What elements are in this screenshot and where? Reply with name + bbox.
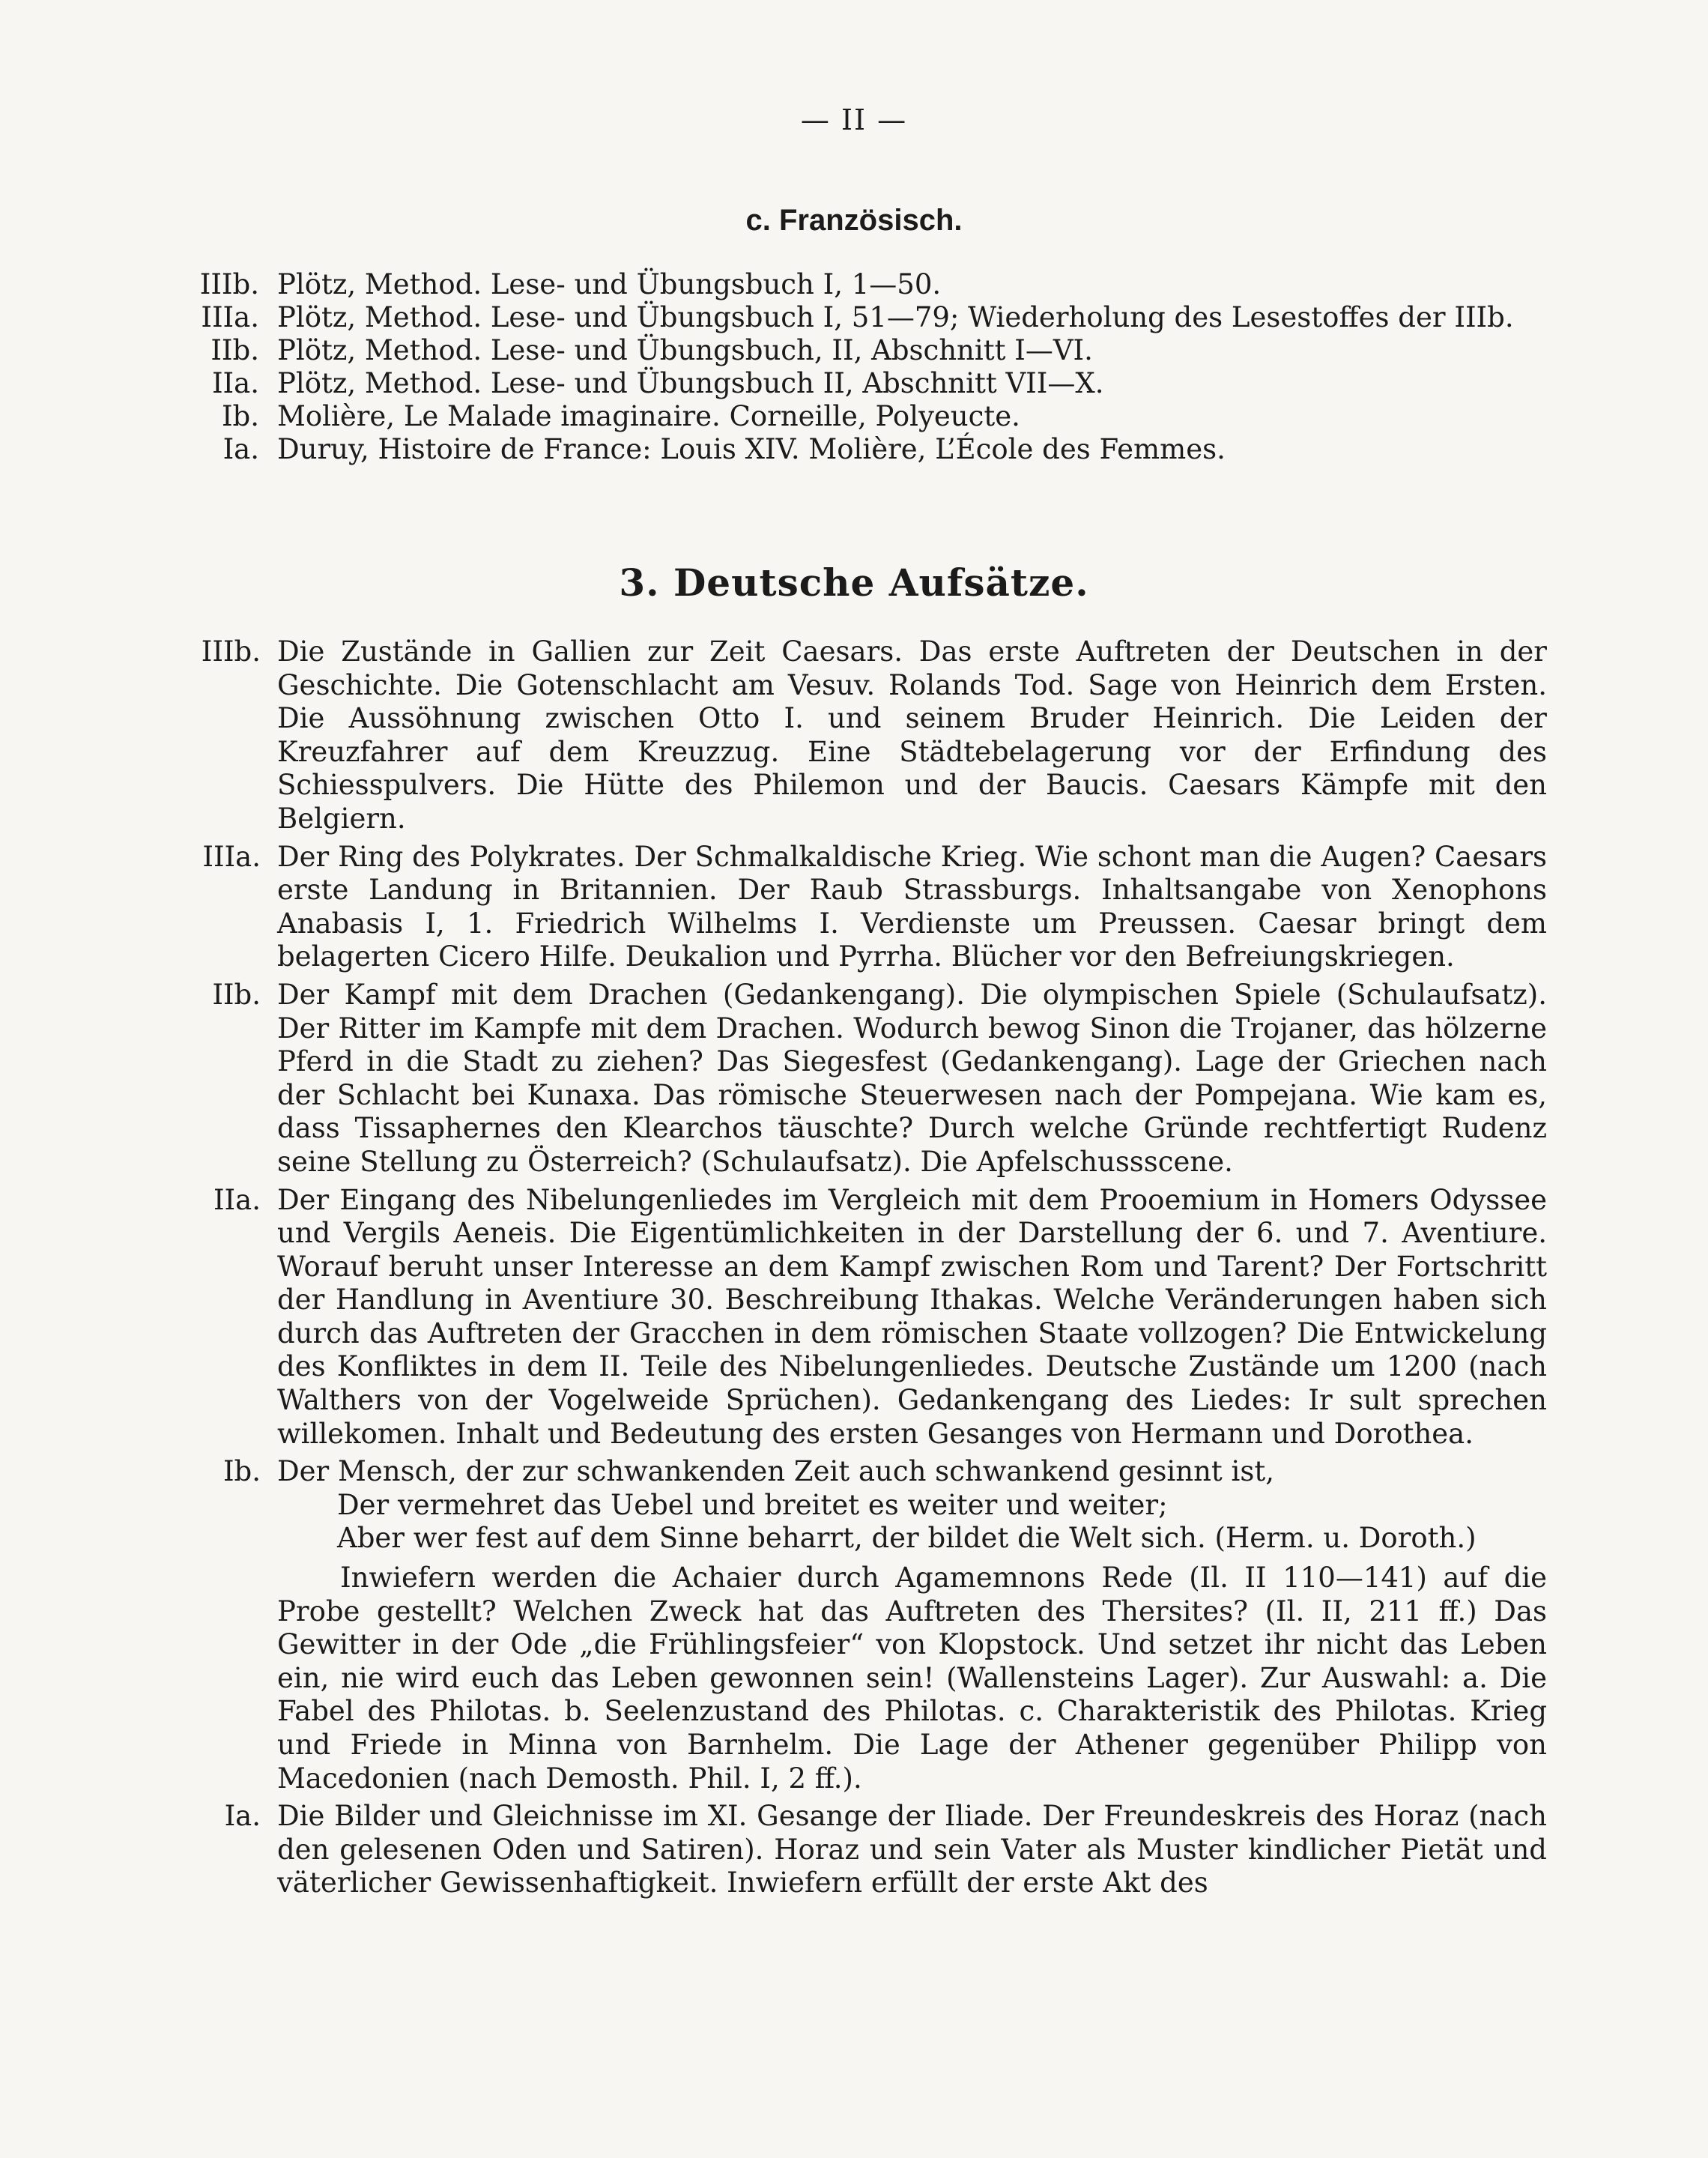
class-label: IIa. bbox=[213, 1183, 261, 1216]
motto-verse-line: Aber wer fest auf dem Sinne beharrt, der bildet die Welt sich. (Herm. u. Doroth.) bbox=[337, 1522, 1477, 1555]
class-label: IIIb. bbox=[201, 635, 261, 668]
list-item bbox=[169, 635, 1547, 836]
class-label: Ib. bbox=[222, 1455, 261, 1488]
list-item bbox=[169, 334, 1547, 367]
reading-text: Plötz, Method. Lese- und Übungsbuch I, 1—50. bbox=[277, 268, 942, 300]
essay-topics: Die Zustände in Gallien zur Zeit Caesars. Das erste Auftreten der Deutschen in der Geschichte. Die Gotenschlacht am Vesuv. Rolands Tod. Sage von Heinrich dem Ersten. Die Aussöhnung zwischen Otto I. und seinem Bruder Heinrich. Die Leiden der Kreuzfahrer auf dem Kreuzzug. Eine Städtebelagerung vor der Erfindung des Schiesspulvers. Die Hütte des Philemon und der Baucis. Caesars Kämpfe mit den Belgiern. bbox=[277, 635, 1547, 835]
reading-text: Plötz, Method. Lese- und Übungsbuch II, Abschnitt VII—X. bbox=[277, 367, 1104, 399]
motto-verse-line: Der vermehret das Uebel und breitet es weiter und weiter; bbox=[337, 1488, 1168, 1521]
reading-text: Plötz, Method. Lese- und Übungsbuch I, 51—79; Wiederholung des Lesestoffes der IIIb. bbox=[277, 301, 1514, 333]
class-label: Ia. bbox=[224, 1800, 261, 1833]
class-label: IIIa. bbox=[202, 840, 261, 873]
essay-topics: Der Eingang des Nibelungenliedes im Vergleich mit dem Prooemium in Homers Odyssee und Vergils Aeneis. Die Eigentümlichkeiten in der Darstellung der 6. und 7. Aventiure. Worauf beruht unser Interesse an dem Kampf zwischen Rom und Tarent? Der Fortschritt der Handlung in Aventiure 30. Beschreibung Ithakas. Welche Veränderungen haben sich durch das Auftreten der Gracchen in dem römischen Staate vollzogen? Die Entwickelung des Konfliktes in dem II. Teile des Nibelungenliedes. Deutsche Zustände um 1200 (nach Walthers von der Vogelweide Sprüchen). Gedankengang des Liedes: Ir sult sprechen willekomen. Inhalt und Bedeutung des ersten Gesanges von Hermann und Dorothea. bbox=[277, 1183, 1547, 1450]
list-item bbox=[169, 433, 1547, 466]
list-item bbox=[169, 1800, 1547, 1900]
class-label: Ib. bbox=[221, 400, 259, 432]
essay-topics: Die Bilder und Gleichnisse im XI. Gesange der Iliade. Der Freundeskreis des Horaz (nach den gelesenen Oden und Satiren). Horaz und sein Vater als Muster kindlicher Pietät und väterlicher Gewissenhaftigkeit. Inwiefern erfüllt der erste Akt des bbox=[277, 1800, 1547, 1899]
section-heading-aufsaetze: 3. Deutsche Aufsätze. bbox=[619, 560, 1089, 605]
french-reading-list bbox=[169, 268, 1547, 466]
essay-topics: Der Ring des Polykrates. Der Schmalkaldische Krieg. Wie schont man die Augen? Caesars erste Landung in Britannien. Der Raub Strassburgs. Inhaltsangabe von Xenophons Anabasis I, 1. Friedrich Wilhelms I. Verdienste um Preussen. Caesar bringt dem belagerten Cicero Hilfe. Deukalion und Pyrrha. Blücher vor den Befreiungskriegen. bbox=[277, 840, 1547, 973]
reading-text: Molière, Le Malade imaginaire. Corneille, Polyeucte. bbox=[277, 400, 1020, 432]
essay-topics: Inwiefern werden die Achaier durch Agamemnons Rede (Il. II 110—141) auf die Probe gestellt? Welchen Zweck hat das Auftreten des Thersites? (Il. II, 211 ff.) Das Gewitter in der Ode „die Frühlingsfeier“ von Klopstock. Und setzet ihr nicht das Leben ein, nie wird euch das Leben gewonnen sein! (Wallensteins Lager). Zur Auswahl: a. Die Fabel des Philotas. b. Seelenzustand des Philotas. c. Charakteristik des Philotas. Krieg und Friede in Minna von Barnhelm. Die Lage der Athener gegenüber Philipp von Macedonien (nach Demosth. Phil. I, 2 ff.). bbox=[277, 1562, 1547, 1795]
essay-topics: Der Kampf mit dem Drachen (Gedankengang). Die olympischen Spiele (Schulaufsatz). Der Ritter im Kampfe mit dem Drachen. Wodurch bewog Sinon die Trojaner, das hölzerne Pferd in die Stadt zu ziehen? Das Siegesfest (Gedankengang). Lage der Griechen nach der Schlacht bei Kunaxa. Das römische Steuerwesen nach der Pompejana. Wie kam es, dass Tissaphernes den Klearchos täuschte? Durch welche Gründe rechtfertigt Rudenz seine Stellung zu Österreich? (Schulaufsatz). Die Apfelschussscene. bbox=[277, 978, 1547, 1178]
list-item bbox=[169, 367, 1547, 400]
page-number: — II — bbox=[800, 103, 908, 136]
list-item bbox=[169, 268, 1547, 301]
list-item bbox=[169, 301, 1547, 334]
motto-verse-line: Der Mensch, der zur schwankenden Zeit auch schwankend gesinnt ist, bbox=[277, 1455, 1275, 1488]
list-item bbox=[169, 841, 1547, 974]
list-item bbox=[169, 1455, 1547, 1795]
class-label: IIa. bbox=[211, 367, 259, 399]
class-label: IIIb. bbox=[199, 268, 259, 300]
list-item bbox=[169, 1184, 1547, 1451]
class-label: IIIa. bbox=[201, 301, 259, 333]
class-label: IIb. bbox=[212, 978, 261, 1011]
reading-text: Plötz, Method. Lese- und Übungsbuch, II, Abschnitt I—VI. bbox=[277, 334, 1093, 366]
essay-topics-block bbox=[277, 1455, 1547, 1795]
section-heading-franzoesisch: c. Französisch. bbox=[745, 204, 963, 237]
essay-topics-list bbox=[169, 635, 1547, 1900]
reading-text: Duruy, Histoire de France: Louis XIV. Molière, L’École des Femmes. bbox=[277, 433, 1226, 465]
class-label: Ia. bbox=[222, 433, 259, 465]
list-item bbox=[169, 979, 1547, 1179]
list-item bbox=[169, 400, 1547, 433]
class-label: IIb. bbox=[211, 334, 259, 366]
